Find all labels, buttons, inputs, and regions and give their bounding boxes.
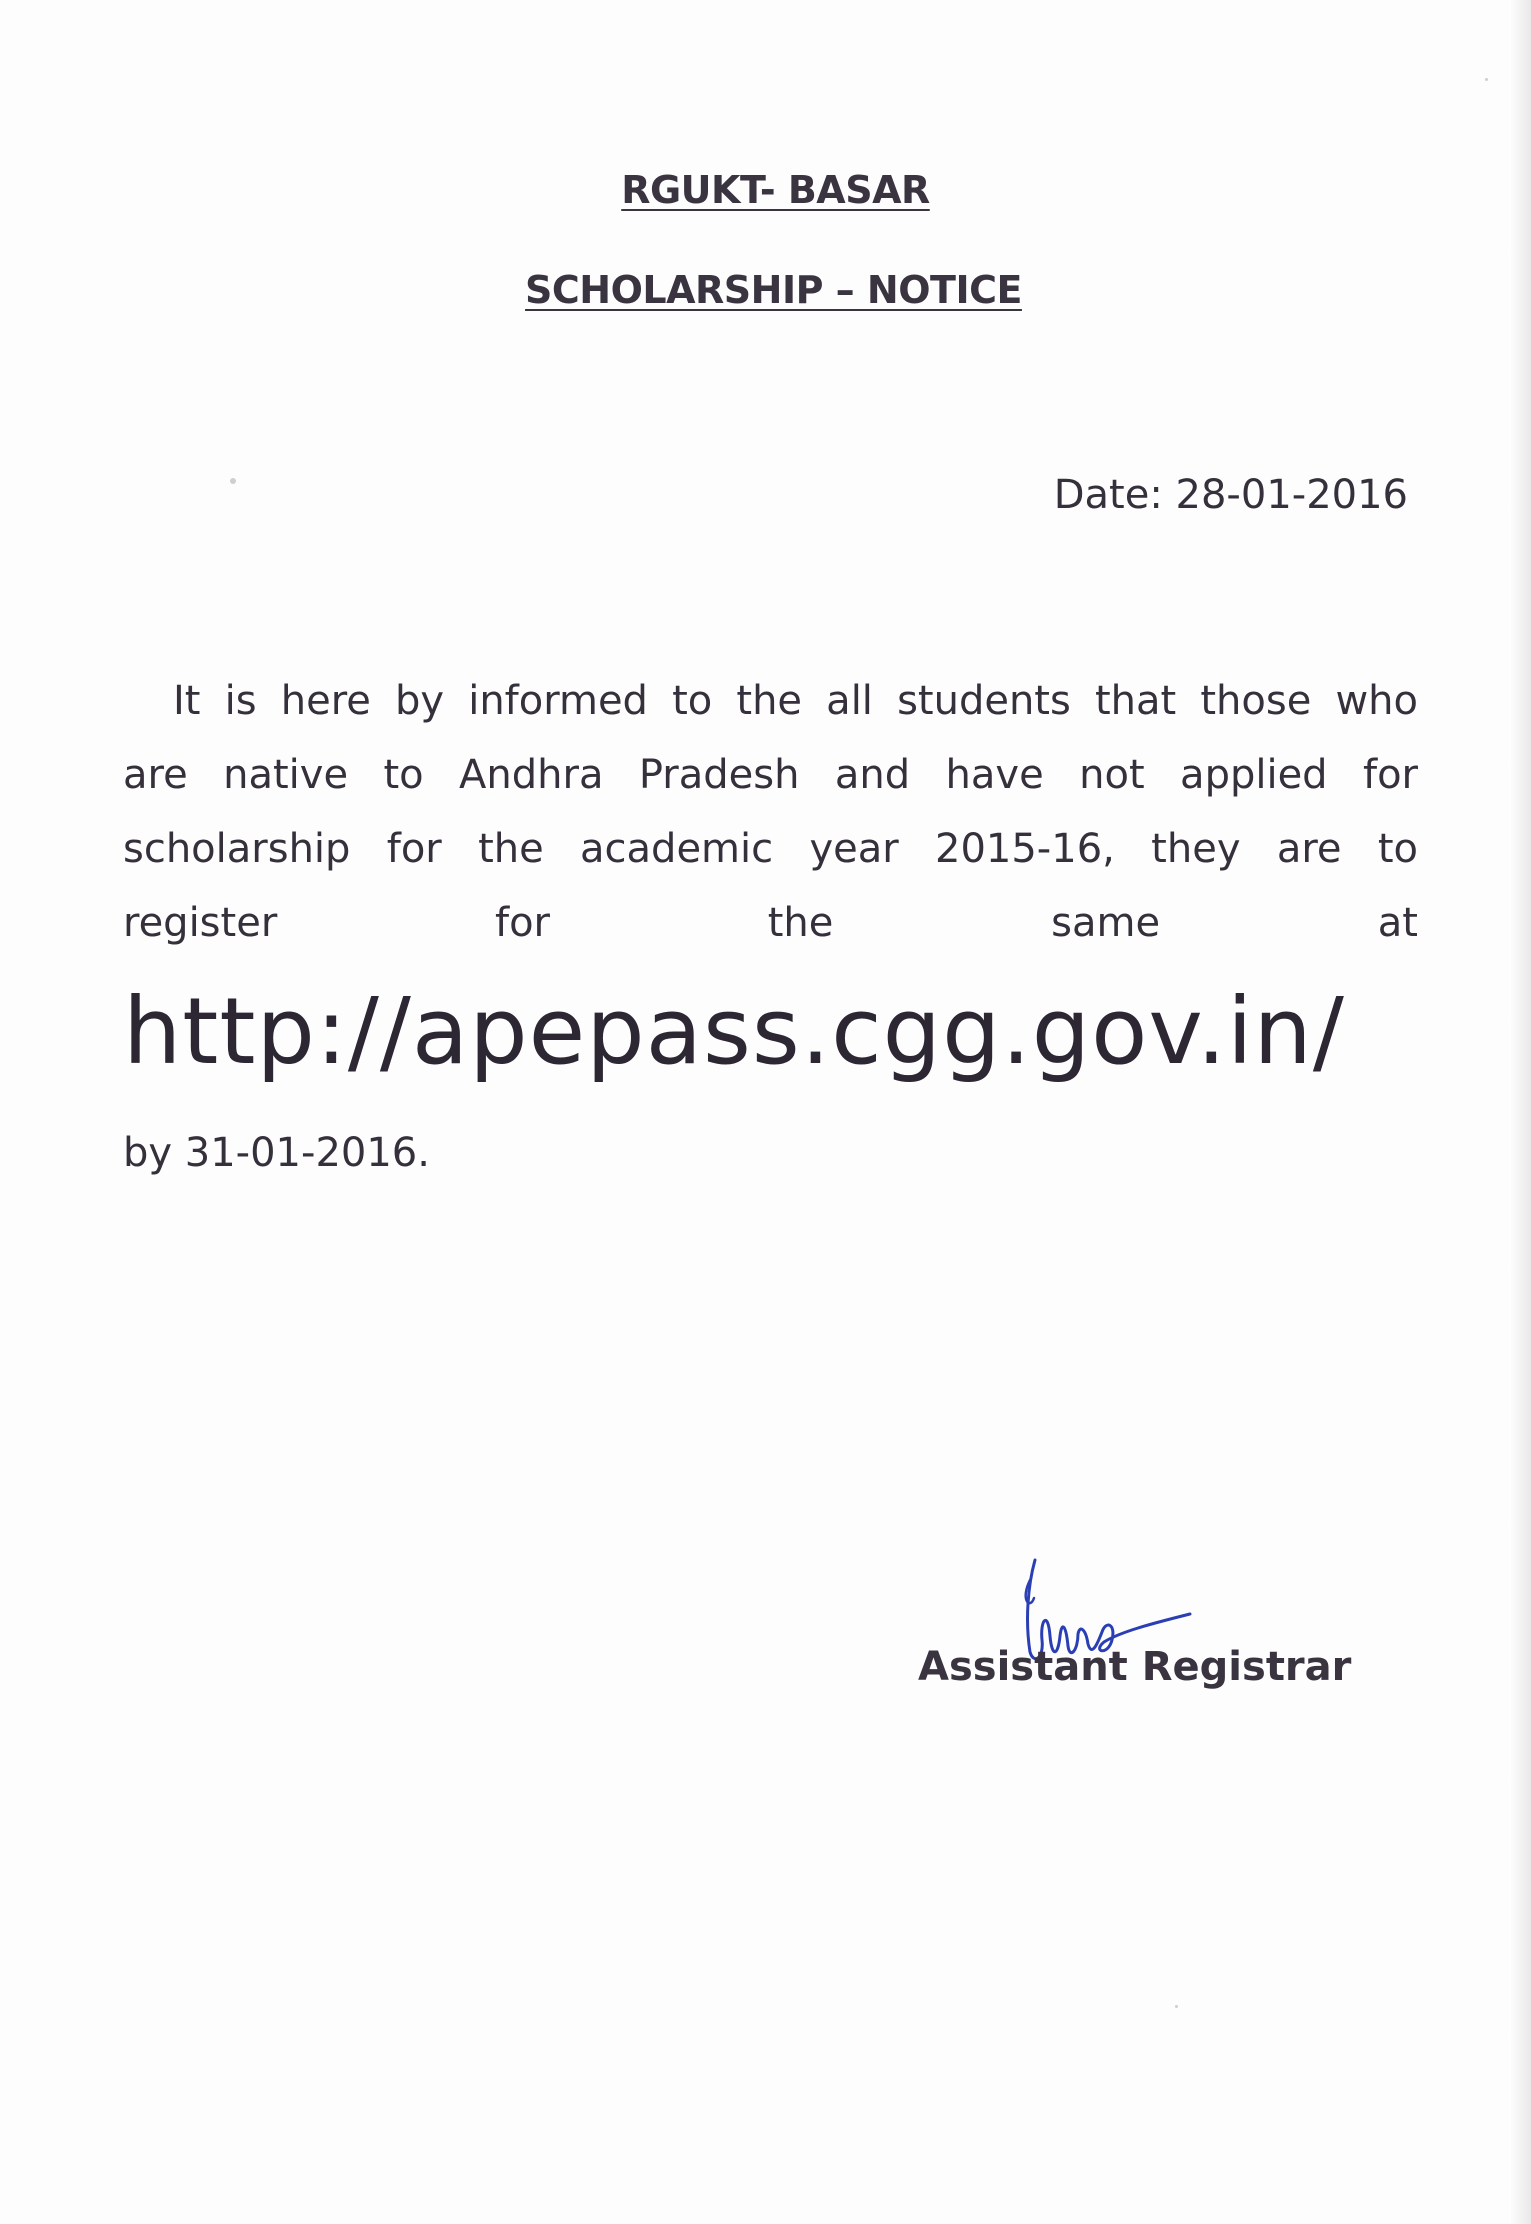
scan-speck bbox=[1175, 2005, 1178, 2008]
body-line-4: register for the same at bbox=[123, 900, 1418, 946]
registration-url: http://apepass.cgg.gov.in/ bbox=[123, 978, 1345, 1085]
institution-name: RGUKT- BASAR bbox=[621, 168, 930, 212]
body-line-3: scholarship for the academic year 2015-16, they are to bbox=[123, 826, 1418, 872]
body-line-2: are native to Andhra Pradesh and have not applied for bbox=[123, 752, 1418, 798]
notice-title: SCHOLARSHIP – NOTICE bbox=[525, 268, 1022, 312]
notice-date: Date: 28-01-2016 bbox=[1053, 472, 1408, 518]
signatory-title: Assistant Registrar bbox=[918, 1644, 1352, 1690]
scan-speck bbox=[230, 478, 236, 484]
scan-speck bbox=[1485, 78, 1488, 81]
institution-heading bbox=[10, 168, 1531, 212]
notice-title-heading bbox=[8, 268, 1531, 312]
body-line-1: It is here by informed to the all students that those who bbox=[173, 678, 1418, 724]
deadline-text: by 31-01-2016. bbox=[123, 1130, 430, 1176]
scan-edge-shadow bbox=[1509, 0, 1531, 2224]
